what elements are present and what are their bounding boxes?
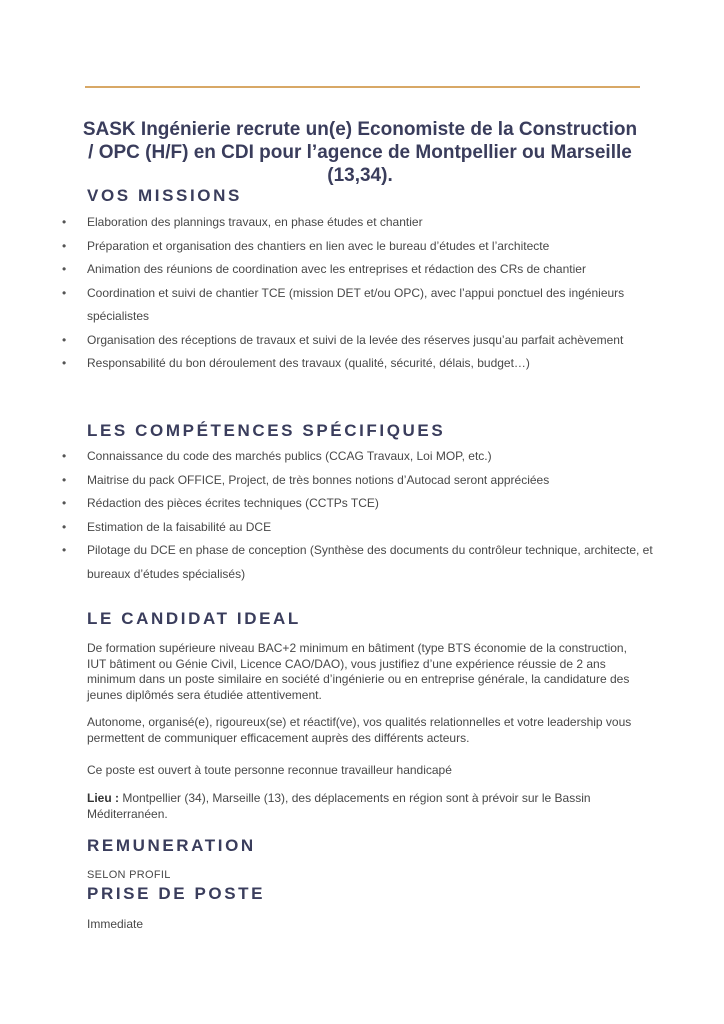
lieu-label: Lieu : <box>87 791 119 805</box>
list-item-text: Préparation et organisation des chantiers en lien avec le bureau d’études et l’architecte <box>87 238 550 253</box>
missions-list <box>0 211 724 376</box>
section-heading-competences: LES COMPÉTENCES SPÉCIFIQUES <box>87 421 446 440</box>
bullet-icon: • <box>62 285 67 300</box>
list-item-text: Pilotage du DCE en phase de conception (Synthèse des documents du contrôleur technique, architecte, et bureaux d’études spécialisés) <box>87 543 653 581</box>
lieu-text: Montpellier (34), Marseille (13), des déplacements en région sont à prévoir sur le Bassin Méditerranéen. <box>87 791 591 821</box>
prise-de-poste-value: Immediate <box>87 917 144 931</box>
list-item-text: Elaboration des plannings travaux, en phase études et chantier <box>87 215 423 229</box>
list-item <box>0 516 724 540</box>
bullet-icon: • <box>62 262 67 276</box>
bullet-icon: • <box>62 543 67 557</box>
list-item-text: Animation des réunions de coordination avec les entreprises et rédaction des CRs de chantier <box>87 262 586 276</box>
list-item <box>0 445 724 469</box>
bullet-icon: • <box>62 332 67 347</box>
list-item <box>0 492 724 516</box>
bullet-icon: • <box>62 519 67 534</box>
list-item <box>0 211 724 235</box>
list-item <box>0 469 724 493</box>
bullet-icon: • <box>62 449 67 463</box>
candidat-paragraph-formation: De formation supérieure niveau BAC+2 minimum en bâtiment (type BTS économie de la construction, IUT bâtiment ou Génie Civil, Licence CAO/DAO), vous justifiez d’une expérience réussie de 2 ans minimum dans un poste similaire en société d’ingénierie ou en entreprise générale, la candidature des jeunes diplômés sera étudiée attentivement. <box>87 641 630 702</box>
page-title: SASK Ingénierie recrute un(e) Economiste de la Construction / OPC (H/F) en CDI pour l’agence de Montpellier ou Marseille (13,34). <box>82 119 638 186</box>
section-heading-missions: VOS MISSIONS <box>87 186 242 205</box>
bullet-icon: • <box>62 356 67 370</box>
candidat-paragraph-handicap: Ce poste est ouvert à toute personne reconnue travailleur handicapé <box>87 763 452 777</box>
list-item-text: Estimation de la faisabilité au DCE <box>87 519 272 534</box>
list-item-text: Maitrise du pack OFFICE, Project, de très bonnes notions d’Autocad seront appréciées <box>87 472 550 487</box>
list-item-text: Connaissance du code des marchés publics (CCAG Travaux, Loi MOP, etc.) <box>87 449 492 463</box>
remuneration-value: SELON PROFIL <box>87 869 171 881</box>
list-item <box>0 539 724 586</box>
list-item-text: Organisation des réceptions de travaux et suivi de la levée des réserves jusqu’au parfait achèvement <box>87 332 624 347</box>
list-item-text: Coordination et suivi de chantier TCE (mission DET et/ou OPC), avec l’appui ponctuel des ingénieurs spécialistes <box>87 285 625 323</box>
list-item <box>0 329 724 353</box>
candidat-paragraph-qualites: Autonome, organisé(e), rigoureux(se) et réactif(ve), vos qualités relationnelles et votre leadership vous permettent de communiquer efficacement auprès des différents acteurs. <box>87 715 632 745</box>
section-heading-prise-de-poste: PRISE DE POSTE <box>87 884 266 903</box>
bullet-icon: • <box>62 238 67 253</box>
candidat-paragraph-lieu <box>87 791 647 822</box>
header-divider <box>85 86 640 88</box>
section-heading-candidat: LE CANDIDAT IDEAL <box>87 609 301 628</box>
list-item <box>0 235 724 259</box>
list-item <box>0 352 724 376</box>
section-heading-remuneration: REMUNERATION <box>87 836 256 855</box>
list-item <box>0 258 724 282</box>
list-item-text: Responsabilité du bon déroulement des travaux (qualité, sécurité, délais, budget…) <box>87 356 530 370</box>
list-item-text: Rédaction des pièces écrites techniques (CCTPs TCE) <box>87 496 379 510</box>
competences-list <box>0 445 724 586</box>
list-item <box>0 282 724 329</box>
bullet-icon: • <box>62 472 67 487</box>
bullet-icon: • <box>62 215 67 229</box>
bullet-icon: • <box>62 496 67 510</box>
